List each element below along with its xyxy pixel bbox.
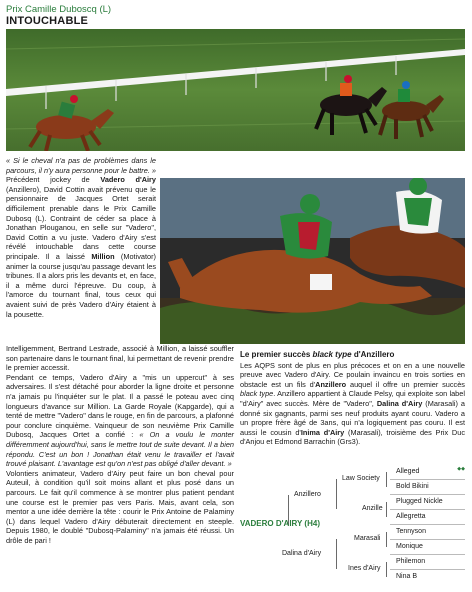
pedigree-gen4: Plugged Nickle	[396, 498, 443, 505]
text-fragment: (Motivator) animer la course jusqu'au passage devant les tribunes. Il a alors pris les devants et, en face, il a même durci l'épreuve. Du coup, à l'amorce du tournant final, tous ceux qui avaient suivi de près Vadero d'Airy étaient à la pousette.	[6, 251, 156, 319]
divider	[390, 554, 465, 555]
text-fragment: black type	[240, 389, 274, 399]
pedigree-dam: Dalina d'Airy	[282, 550, 322, 557]
pedigree-dam-dam: Ines d'Airy	[348, 565, 381, 572]
divider	[390, 524, 465, 525]
divider	[390, 494, 465, 495]
text-fragment: Les AQPS sont de plus en plus précoces et on en a une nouvelle preuve avec Vadero d'Airy. Ce poulain invaincu en trois sorties en obstacle est un fils d'	[240, 360, 465, 389]
connector	[386, 472, 387, 487]
text-fragment: Précédent jockey de	[6, 175, 101, 185]
connector	[336, 539, 337, 569]
pedigree-gen4: Philemon	[396, 558, 426, 565]
quote-ortet: « On a voulu le monter différemment aujourd'hui, sans le mettre tout de suite devant. Il a bien répondu. C'est un bon ! Jonathan était venu le travailler et l'avait trouvé plaisant. L'avantage est qu'on n'est pas obligé d'aller devant. »	[6, 430, 234, 469]
pedigree-subject: VADERO D'AIRY (H4)	[240, 519, 320, 528]
connector	[386, 532, 387, 547]
race-photo-top-image	[6, 29, 465, 151]
race-photo-top	[6, 29, 465, 151]
horse-name-vadero: Vadero d'Airy	[100, 175, 156, 185]
text-fragment: Le premier succès	[240, 350, 313, 359]
race-photo-bottom	[160, 178, 465, 344]
pedigree-logo-icon: ◆◆	[457, 466, 465, 472]
paragraph: Volontiers animateur, Vadero d'Airy peut faire un bon cheval pour Auteuil, à condition qu'il soit moins allant et plus posé dans un parcours. Le fait qu'il commence à se montrer plus patient pendant une course est le premier pas vers Paris. Mais, avant cela, son mentor a une idée derrière la tête : courir le Prix Antoine de Palaminy (L) dans lequel Vadero d'Airy débuterait directement en steeple. Depuis 1980, le doublé "Dubosq-Palaminy" n'a jamais été réussi. Un drôle de pari !	[6, 468, 234, 545]
pedigree-gen4: Alleged	[396, 468, 420, 475]
text-fragment: d'Anzillero	[351, 350, 395, 359]
connector	[336, 479, 337, 509]
text-fragment: (Anzillero), David Cottin avait prévenu que le pensionnaire de Jacques Ortet serait difficilement prenable dans le Prix Camille Dubosq (L). Contraint de céder sa place à Jonathan Plouganou, en selle sur "Vadero", David Cottin a vu juste. Vadero d'Airy s'est révélé intouchable dans cette course principale. Il a laissé	[6, 184, 156, 261]
pedigree-sire: Anzillero	[294, 491, 321, 498]
pedigree-sire-sire: Law Society	[342, 475, 380, 482]
text-fragment: (Marasali), troisième des Prix Duc d'Anjou et Edmond Barrachin (Grs3).	[240, 427, 465, 447]
text-fragment: auquel il offre un premier succès	[346, 379, 465, 389]
pedigree-sire-dam: Anzille	[362, 505, 383, 512]
text-fragment: black type	[312, 350, 352, 359]
article-column-left-top	[6, 156, 156, 319]
pedigree-chart	[240, 466, 465, 584]
divider	[390, 509, 465, 510]
pedigree-gen4: Tennyson	[396, 528, 426, 535]
horse-name-anzillero: Anzillero	[315, 379, 347, 389]
pedigree-gen4: Monique	[396, 543, 423, 550]
horse-name-dalina: Dalina d'Airy	[376, 398, 423, 408]
text-fragment: . Anzillero appartient à Claude Pelsy, qui exploite son label "d'Airy" avec succès. Mère de "Vadero",	[240, 389, 465, 408]
connector	[386, 562, 387, 577]
article-kicker: Prix Camille Duboscq (L)	[6, 4, 112, 15]
divider	[390, 479, 465, 480]
quote-cottin: « Si le cheval n'a pas de problèmes dans le parcours, il n'y aura personne pour le battre. »	[6, 156, 156, 175]
pedigree-gen4: Nina B	[396, 573, 418, 580]
paragraph: Intelligemment, Bertrand Lestrade, associé à Million, a laissé souffler son partenaire dans le tournant final, lui permettant de revenir prendre le premier accessit.	[6, 344, 234, 373]
pedigree-gen4: Bold Bikini	[396, 483, 429, 490]
divider	[390, 569, 465, 570]
article-column-left-bottom	[6, 344, 234, 545]
article-headline: INTOUCHABLE	[6, 15, 89, 27]
divider	[390, 539, 465, 540]
horse-name-inima: Inima d'Airy	[300, 427, 345, 437]
pedigree-gen4: Allegretta	[396, 513, 426, 520]
subheading-anzillero	[240, 350, 465, 360]
race-photo-bottom-image	[160, 178, 465, 344]
text-fragment: Pendant ce temps, Vadero d'Airy a "mis un uppercut" à ses adversaires. Il s'est détaché pour aborder la ligne droite et personne n'a jamais pu l'inquiéter sur le plat. Il a passé le poteau avec cinq longueurs d'avance sur Million. La Garde Royale (Kapgarde), qui a tenté de mettre "Vadero" dans le rouge, en fin de parcours, a plafonné pour conclure cinquième. Vainqueur de son neuvième Prix Camille Dubosq, Jacques Ortet a confié :	[6, 372, 234, 440]
article-column-right	[240, 350, 465, 447]
text-fragment: (Marasali) a donné six gagnants, parmi ses neuf produits ayant couru. Vadero a un propre frère âgé de 3ans, qui n'a logiquement pas couru. Il est aussi le cousin d'	[240, 398, 465, 437]
connector	[386, 502, 387, 517]
horse-name-million: Million	[91, 251, 115, 261]
pedigree-dam-sire: Marasali	[354, 535, 381, 542]
